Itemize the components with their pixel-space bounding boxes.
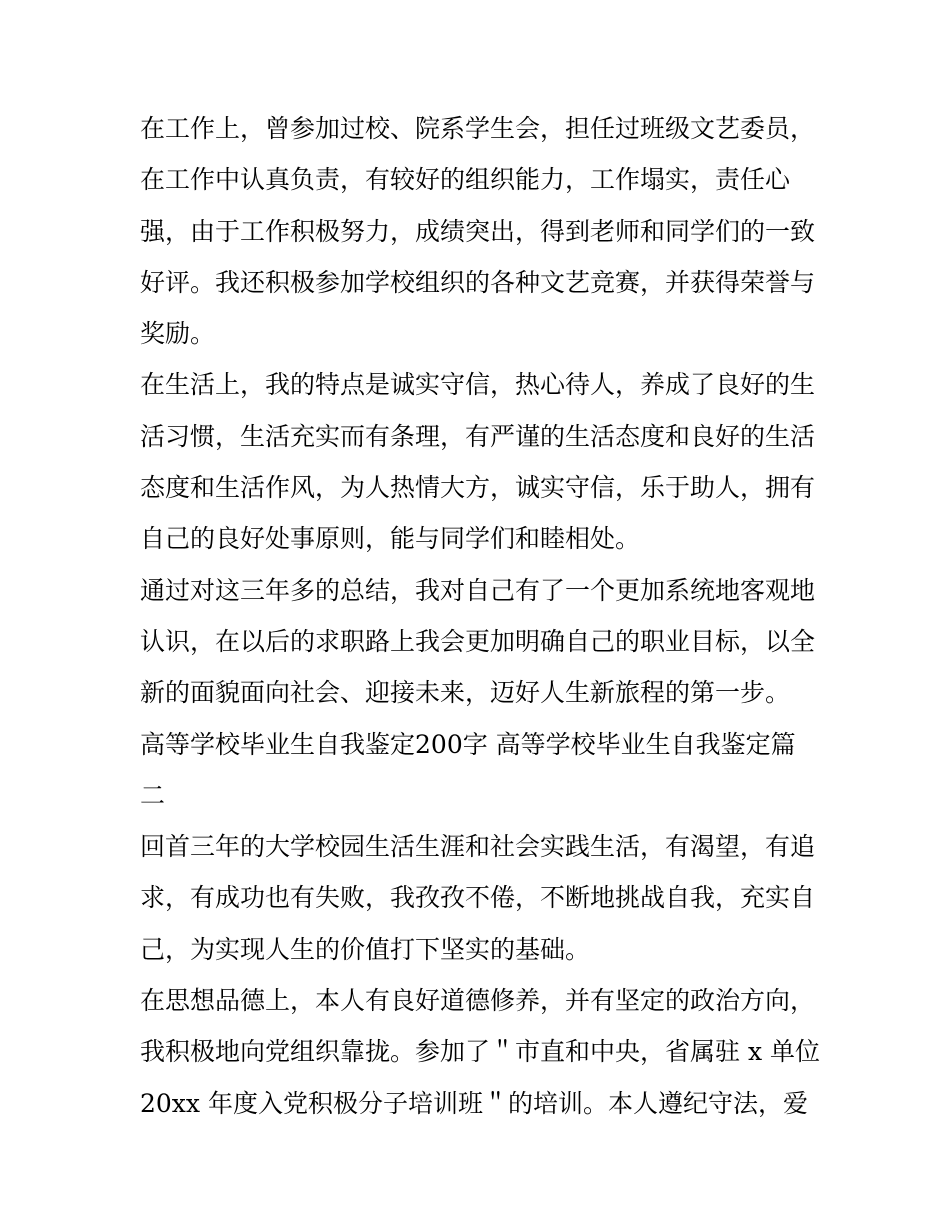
- text-line: 在生活上，我的特点是诚实守信，热心待人，养成了良好的生: [140, 370, 816, 400]
- document-body: [140, 103, 820, 1129]
- text-line: 20xx 年度入党积极分子培训班＂的培训。本人遵纪守法，爱: [140, 1088, 808, 1118]
- text-line: 通过对这三年多的总结，我对自己有了一个更加系统地客观地: [140, 575, 816, 605]
- section-heading-line: 高等学校毕业生自我鉴定200字 高等学校毕业生自我鉴定篇: [140, 729, 796, 759]
- text-line: 奖励。: [140, 319, 216, 349]
- text-line: 态度和生活作风，为人热情大方，诚实守信，乐于助人，拥有: [140, 473, 816, 503]
- text-line: 在工作上，曾参加过校、院系学生会，担任过班级文艺委员，: [140, 114, 816, 143]
- text-line: 活习惯，生活充实而有条理，有严谨的生活态度和良好的生活: [140, 421, 816, 451]
- text-line: 好评。我还积极参加学校组织的各种文艺竞赛，并获得荣誉与: [140, 267, 816, 297]
- text-line: 我积极地向党组织靠拢。参加了＂市直和中央，省属驻 x 单位: [140, 1037, 820, 1067]
- text-line: 在思想品德上，本人有良好道德修养，并有坚定的政治方向，: [140, 986, 816, 1016]
- section-heading-line: 二: [140, 780, 166, 810]
- text-line: 己，为实现人生的价值打下坚实的基础。: [140, 934, 591, 964]
- text-line: 强，由于工作积极努力，成绩突出，得到老师和同学们的一致: [140, 216, 816, 246]
- text-line: 求，有成功也有失败，我孜孜不倦，不断地挑战自我，充实自: [140, 883, 816, 913]
- text-line: 回首三年的大学校园生活生涯和社会实践生活，有渴望，有追: [140, 832, 816, 862]
- text-line: 在工作中认真负责，有较好的组织能力，工作塌实，责任心: [140, 165, 791, 195]
- text-line: 自己的良好处事原则，能与同学们和睦相处。: [140, 524, 641, 554]
- text-line: 新的面貌面向社会、迎接未来，迈好人生新旅程的第一步。: [140, 678, 791, 708]
- text-line: 认识，在以后的求职路上我会更加明确自己的职业目标，以全: [140, 626, 816, 656]
